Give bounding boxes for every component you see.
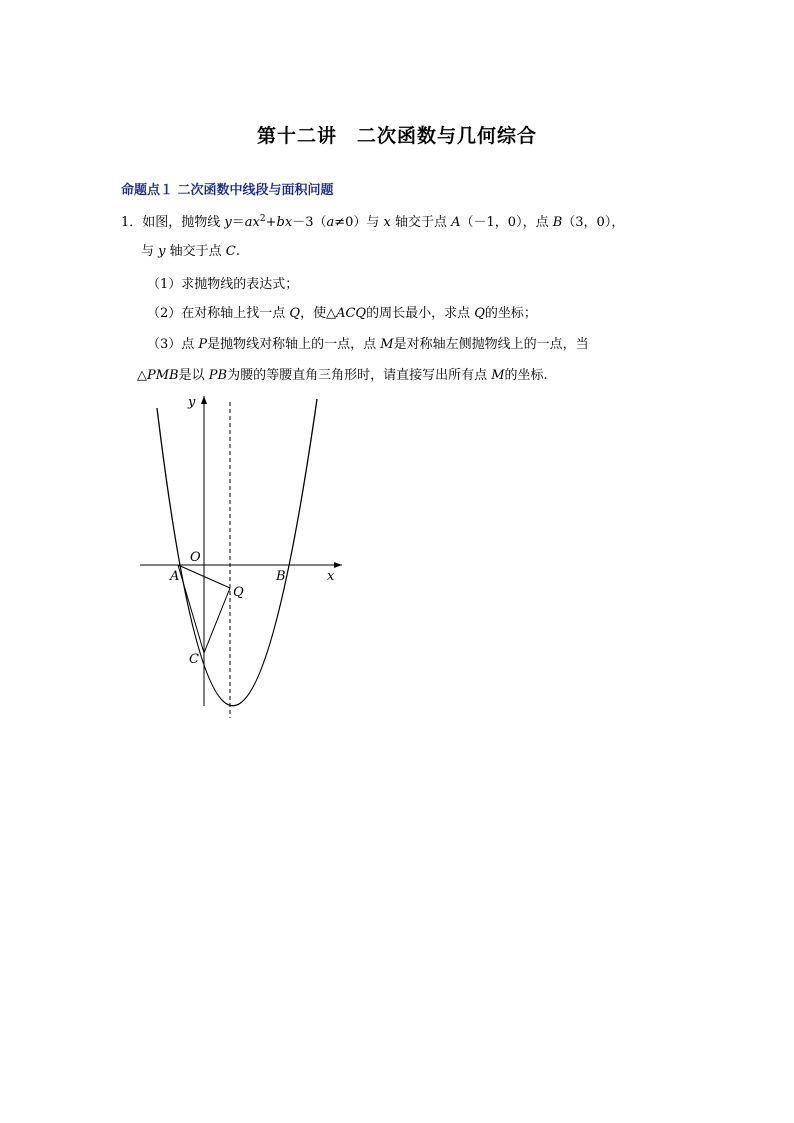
question-3-line-2: △PMB是以 PB为腰的等腰直角三角形时，请直接写出所有点 M的坐标. bbox=[137, 368, 548, 383]
parabola-figure bbox=[130, 388, 370, 723]
label-o: O bbox=[190, 550, 201, 565]
question-3-line-1: （3）点 P是抛物线对称轴上的一点，点 M是对称轴左侧抛物线上的一点，当 bbox=[147, 337, 589, 352]
segment-qc bbox=[204, 588, 230, 653]
parabola-curve bbox=[157, 399, 317, 706]
section-heading: 命题点１ 二次函数中线段与面积问题 bbox=[121, 183, 334, 198]
page-title: 第十二讲 二次函数与几何综合 bbox=[256, 125, 537, 147]
problem-stem-line-2: 与 y 轴交于点 C. bbox=[141, 244, 240, 259]
label-q: Q bbox=[233, 585, 244, 600]
label-y: y bbox=[188, 395, 196, 410]
y-axis-arrow bbox=[201, 396, 207, 404]
label-c: C bbox=[189, 652, 199, 667]
segment-ac bbox=[178, 565, 204, 653]
problem-stem-line-1: 1．如图，抛物线 $y=ax^2+bx-3(a\ne 0)$与 x 轴交于点 A（－1，0），点 B（3，0）， bbox=[121, 214, 625, 230]
x-axis-arrow bbox=[334, 562, 342, 568]
label-x: x bbox=[327, 569, 335, 584]
problem-number: 1． bbox=[121, 215, 143, 230]
label-b: B bbox=[276, 569, 286, 584]
question-2: （2）在对称轴上找一点 Q，使△ACQ的周长最小，求点 Q的坐标； bbox=[147, 306, 537, 321]
question-1: （1）求抛物线的表达式； bbox=[147, 277, 299, 292]
label-a: A bbox=[170, 569, 180, 584]
